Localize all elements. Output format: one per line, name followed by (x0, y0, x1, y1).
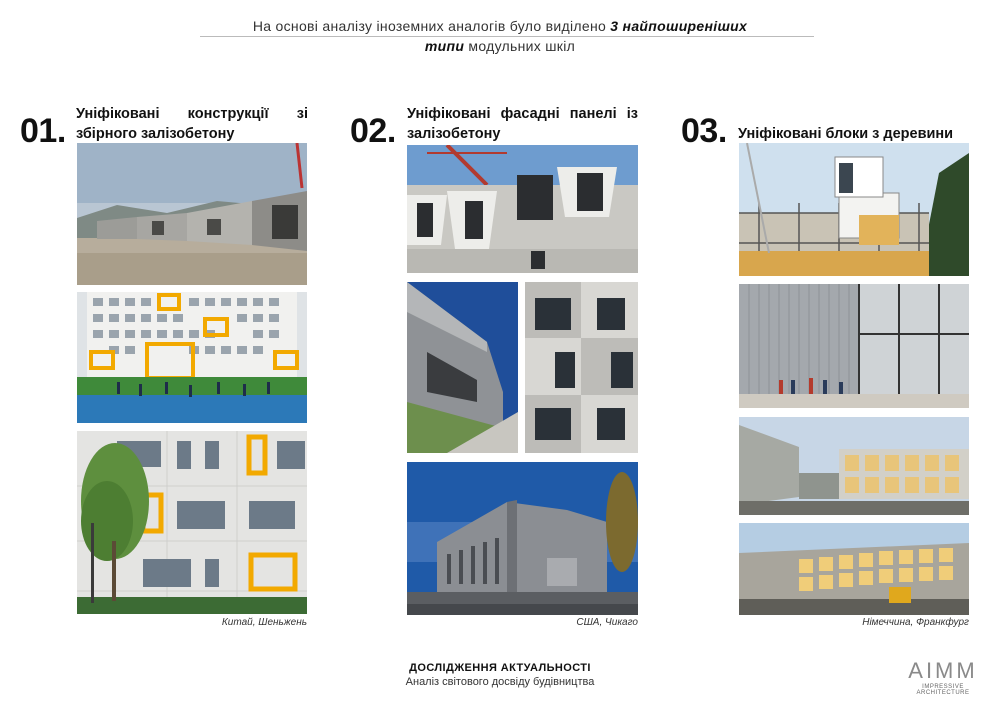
header-text-2: модульних шкіл (464, 38, 576, 54)
header-line-2 (0, 38, 1000, 54)
caption-3: Німеччина, Франкфург (862, 617, 969, 628)
header-divider (200, 36, 814, 37)
photo-facade-tree (77, 431, 307, 614)
section-title-3: Уніфіковані блоки з деревини (738, 126, 954, 142)
footer-title: ДОСЛІДЖЕННЯ АКТУАЛЬНОСТІ (409, 662, 591, 674)
photo-facade-windows-closeup (525, 282, 638, 453)
section-title-2: Уніфіковані фасадні панелі із залізобетону (407, 106, 638, 142)
photo-timber-school-night (739, 523, 969, 615)
section-number-3: 03. (681, 112, 727, 150)
caption-1: Китай, Шеньжень (221, 617, 307, 628)
section-number-2: 02. (350, 112, 396, 150)
brand-logo (898, 658, 988, 696)
logo-tagline: IMPRESSIVE ARCHITECTURE (916, 684, 970, 696)
logo-text: AIMM (908, 658, 978, 683)
header-text: На основі аналізу іноземних аналогів було виділено (252, 18, 611, 34)
photo-timber-module-crane (739, 143, 969, 276)
section-title-1: Уніфіковані конструкції зі збірного залізобетону (76, 106, 308, 142)
caption-2: США, Чикаго (576, 617, 638, 628)
header-line-1 (0, 18, 1000, 34)
footer-subtitle: Аналіз світового досвіду будівництва (405, 676, 595, 688)
header-emphasis-2: типи (424, 38, 465, 54)
photo-timber-school-dusk (739, 417, 969, 515)
photo-facade-panels-construction (407, 145, 638, 273)
photo-facade-street (407, 282, 518, 453)
section-number-1: 01. (20, 112, 66, 150)
photo-precast-modules (77, 143, 307, 285)
header-emphasis: 3 найпоширеніших (610, 18, 748, 34)
photo-timber-school-glass (739, 284, 969, 408)
photo-facade-building-chicago (407, 462, 638, 615)
photo-school-yellow-frames (77, 292, 307, 423)
